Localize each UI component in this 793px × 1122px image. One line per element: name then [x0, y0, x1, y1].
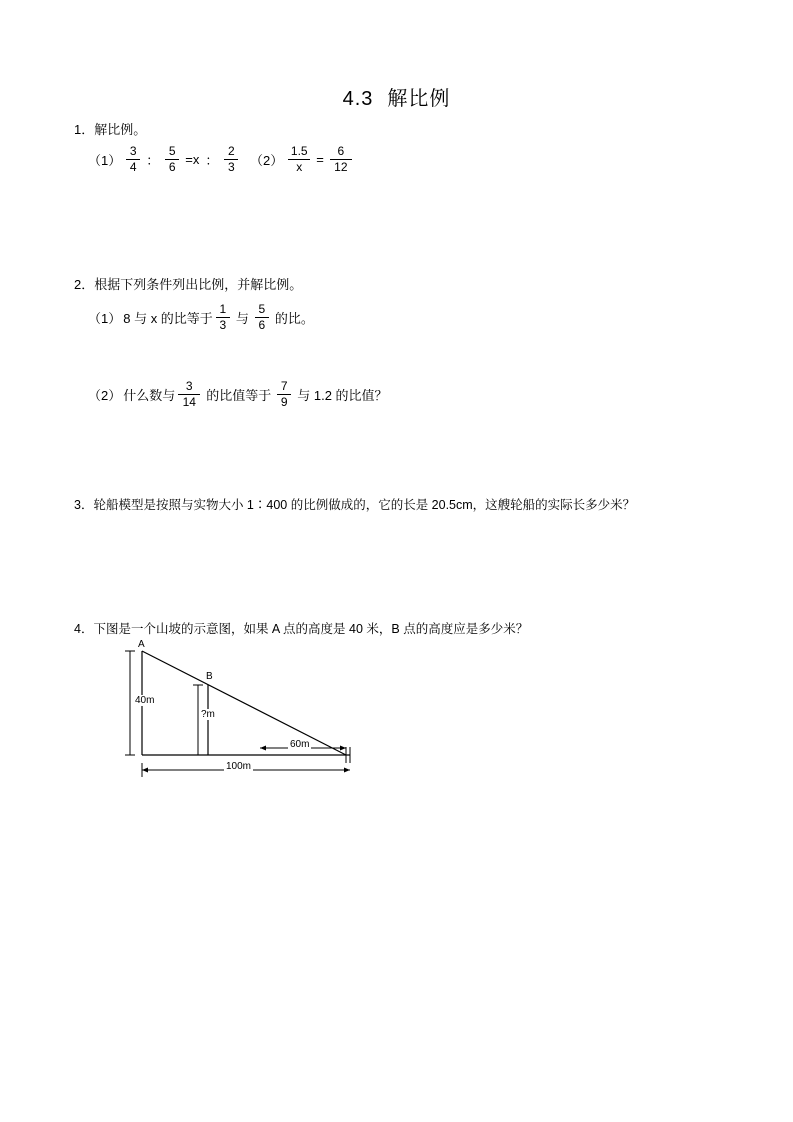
- numerator: 2: [228, 144, 235, 158]
- numerator: 3: [185, 379, 193, 393]
- denominator: 4: [126, 159, 140, 174]
- question-2b-text-1: 什么数与: [123, 387, 176, 403]
- figure-height-b-label: ?m: [201, 709, 215, 720]
- fraction-1-3: [216, 303, 230, 331]
- question-4-stem: 4．下图是一个山坡的示意图，如果 A 点的高度是 40 米，B 点的高度应是多少米？: [74, 622, 529, 636]
- equals-x: =x: [185, 151, 200, 167]
- question-2-stem: 2．根据下列条件列出比例，并解比例。: [74, 277, 303, 292]
- question-2b-label: （2）: [88, 387, 122, 403]
- figure-height-a-label: 40m: [135, 695, 155, 706]
- ratio-colon-1: ：: [146, 152, 160, 168]
- numerator: 1.5: [290, 144, 308, 158]
- fraction-1point5-x: [288, 145, 310, 173]
- figure-point-b-label: B: [206, 671, 213, 682]
- question-2a-text-2: 与: [235, 310, 249, 326]
- denominator: 6: [255, 317, 269, 332]
- question-1-stem: 1．解比例。: [74, 122, 147, 137]
- page-title: [0, 82, 793, 111]
- numerator: 6: [337, 144, 345, 158]
- figure-base-long-label: 100m: [226, 761, 252, 772]
- question-3-stem: 3．轮船模型是按照与实物大小 1∶400 的比例做成的，它的长是 20.5cm，这艘轮船的实际长多少米？: [74, 498, 636, 512]
- fraction-6-12: [330, 145, 352, 173]
- denominator: 3: [224, 159, 238, 174]
- fraction-2-3: [224, 145, 238, 173]
- denominator: 6: [165, 159, 179, 174]
- ratio-colon-2: ：: [205, 152, 219, 168]
- question-2a-text-1: 8 与 x 的比等于: [123, 310, 213, 326]
- figure-point-a-label: A: [138, 639, 145, 650]
- fraction-3-4: [126, 145, 140, 173]
- numerator: 1: [219, 302, 227, 316]
- question-2-part-b: [88, 380, 391, 408]
- fraction-5-6: [165, 145, 179, 173]
- denominator: 12: [330, 159, 352, 174]
- question-1a-label: （1）: [88, 152, 122, 168]
- denominator: x: [288, 159, 310, 174]
- question-1-part-b: [250, 145, 355, 173]
- denominator: 9: [277, 394, 291, 409]
- numerator: 5: [258, 302, 266, 316]
- question-2a-text-3: 的比。: [274, 310, 314, 326]
- numerator: 5: [168, 144, 176, 158]
- fraction-7-9: [277, 380, 291, 408]
- question-2b-text-3: 与 1.2 的比值？: [297, 387, 388, 403]
- question-1b-label: （2）: [250, 152, 284, 168]
- denominator: 14: [178, 394, 200, 409]
- numerator: 7: [280, 379, 288, 393]
- numerator: 3: [129, 144, 137, 158]
- fraction-3-14: [178, 380, 200, 408]
- question-2b-text-2: 的比值等于: [206, 387, 272, 403]
- page-title-text: 解比例: [387, 88, 451, 110]
- fraction-5-6: [255, 303, 269, 331]
- denominator: 3: [216, 317, 230, 332]
- question-2a-label: （1）: [88, 310, 122, 326]
- equals-sign: =: [316, 151, 324, 167]
- hill-slope-diagram: [120, 639, 380, 785]
- page-title-number: 4.3: [342, 88, 374, 110]
- question-2-part-a: [88, 303, 317, 331]
- figure-base-short-label: 60m: [290, 739, 310, 750]
- question-1-part-a: [88, 145, 241, 173]
